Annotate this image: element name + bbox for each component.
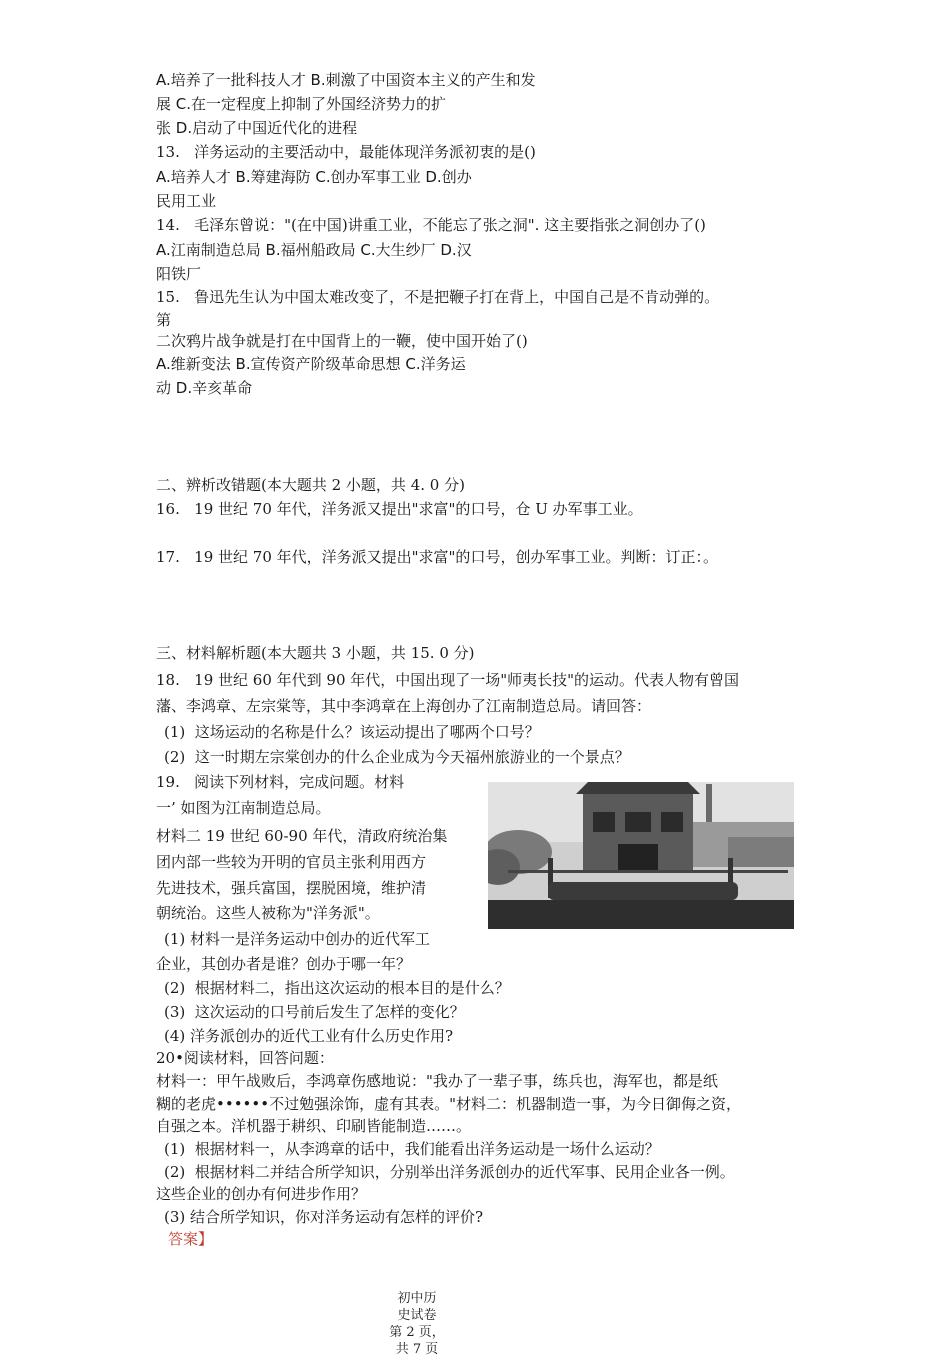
sub-question-cont: 企业，其创办者是谁？创办于哪一年？ [156,955,412,973]
material-text: 材料一：甲午战败后，李鸿章伤感地说："我办了一辈子事，练兵也，海军也，都是纸 [156,1072,718,1090]
option-line: A.培养人才 B.筹建海防 C.创办军事工业 D.创办 [156,168,472,186]
footer-line: 共 7 页 [395,1342,439,1357]
option-line: A.培养了一批科技人才 B.刺激了中国资本主义的产生和发 [156,71,536,89]
option-line: 阳铁厂 [156,265,202,283]
sub-question: (2) 根据材料二并结合所学知识，分别举出洋务派创办的近代军事、民用企业各一例。 [164,1163,735,1181]
question-16: 16. 19 世纪 70 年代，洋务派又提出"求富"的口号，仓 U 办军事工业。 [156,500,643,518]
question-17: 17. 19 世纪 70 年代，洋务派又提出"求富"的口号，创办军事工业。判断：订正：。 [156,548,718,566]
question-19: 19. 阅读下列材料，完成问题。材料 [156,773,405,791]
question-18: 18. 19 世纪 60 年代到 90 年代，中国出现了一场"师夷长技"的运动。代表人物有曾国 [156,671,740,689]
question-15-cont: 二次鸦片战争就是打在中国背上的一鞭，使中国开始了() [156,332,528,350]
sub-question: (4) 洋务派创办的近代工业有什么历史作用? [164,1027,454,1045]
sub-question-cont: 这些企业的创办有何进步作用？ [156,1185,367,1203]
material-1: 一’ 如图为江南制造总局。 [156,799,331,817]
sub-question: (2) 根据材料二，指出这次运动的根本目的是什么？ [164,979,510,997]
sub-question: (2) 这一时期左宗棠创办的什么企业成为今天福州旅游业的一个景点？ [164,748,630,766]
question-15-cont: 第 [156,311,172,329]
material-text: 自强之本。洋机器于耕织、印刷皆能制造……。 [156,1117,472,1135]
material-2-cont: 先进技术，强兵富国，摆脱困境，维护清 [156,879,427,897]
option-line: 张 D.启动了中国近代化的进程 [156,119,358,137]
sub-question: (3) 结合所学知识，你对洋务运动有怎样的评价? [164,1208,484,1226]
option-line: 动 D.辛亥革命 [156,379,253,397]
material-2-cont: 朝统治。这些人被称为"洋务派"。 [156,904,380,922]
question-13: 13. 洋务运动的主要活动中，最能体现洋务派初衷的是() [156,143,536,161]
section-heading-2: 二、辨析改错题(本大题共 2 小题，共 4. 0 分) [156,476,465,494]
sub-question: (1) 这场运动的名称是什么？该运动提出了哪两个口号？ [164,723,540,741]
sub-question: (1) 根据材料一，从李鸿章的话中，我们能看出洋务运动是一场什么运动？ [164,1140,660,1158]
question-18-cont: 藩、李鸿章、左宗棠等，其中李鸿章在上海创办了江南制造总局。请回答： [156,697,652,715]
page-footer [387,1290,447,1358]
option-line: 展 C.在一定程度上抑制了外国经济势力的扩 [156,95,447,113]
answer-label: 答案】 [168,1230,214,1248]
option-line: A.江南制造总局 B.福州船政局 C.大生纱厂 D.汉 [156,241,472,259]
arsenal-illustration [488,782,794,929]
section-heading-3: 三、材料解析题(本大题共 3 小题，共 15. 0 分) [156,644,475,662]
material-text: 糊的老虎••••••不过勉强涂饰，虚有其表。"材料二：机器制造一事，为今日御侮之资， [156,1095,741,1113]
footer-line: 史试卷 [397,1308,437,1323]
option-line: A.维新变法 B.宣传资产阶级革命思想 C.洋务运 [156,355,466,373]
footer-line: 第 2 页， [389,1325,445,1340]
material-2-cont: 团内部一些较为开明的官员主张利用西方 [156,853,427,871]
sub-question: (3) 这次运动的口号前后发生了怎样的变化？ [164,1003,465,1021]
question-15: 15. 鲁迅先生认为中国太难改变了，不是把鞭子打在背上，中国自己是不肯动弹的。 [156,288,720,306]
sub-question: (1) 材料一是洋务运动中创办的近代军工 [164,930,431,948]
question-14: 14. 毛泽东曾说："(在中国)讲重工业，不能忘了张之洞". 这主要指张之洞创办了() [156,216,706,234]
jiangnan-arsenal-photo [488,782,794,929]
option-line: 民用工业 [156,192,217,210]
material-2: 材料二 19 世纪 60-90 年代，清政府统治集 [156,827,448,845]
question-20: 20•阅读材料，回答问题： [156,1049,334,1067]
footer-line: 初中历 [397,1291,437,1306]
